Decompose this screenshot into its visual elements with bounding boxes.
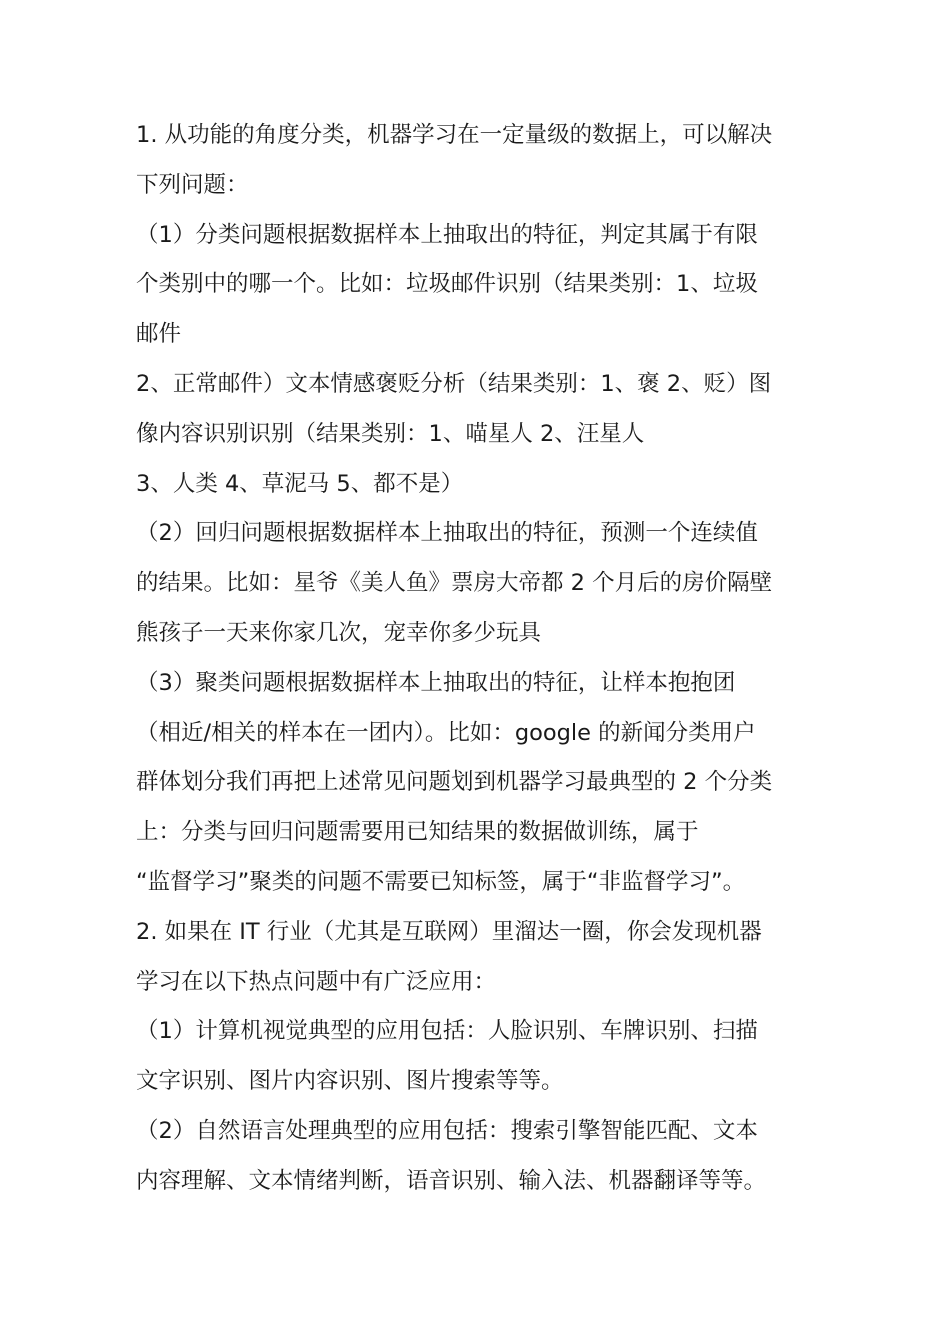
- text-line: 2. 如果在 IT 行业（尤其是互联网）里溜达一圈，你会发现机器: [136, 918, 762, 945]
- text-line: （2）自然语言处理典型的应用包括：搜索引擎智能匹配、文本: [136, 1117, 758, 1144]
- text-line: 群体划分我们再把上述常见问题划到机器学习最典型的 2 个分类: [136, 769, 773, 796]
- text-line: 文字识别、图片内容识别、图片搜索等等。: [136, 1068, 564, 1095]
- text-line: （1）分类问题根据数据样本上抽取出的特征，判定其属于有限: [136, 221, 758, 248]
- text-line: 内容理解、文本情绪判断，语音识别、输入法、机器翻译等等。: [136, 1167, 767, 1194]
- body-text: [136, 111, 826, 1207]
- text-line: “监督学习”聚类的问题不需要已知标签，属于“非监督学习”。: [136, 868, 746, 895]
- text-line: 个类别中的哪一个。比如：垃圾邮件识别（结果类别：1、垃圾: [136, 271, 758, 298]
- text-line: 上：分类与回归问题需要用已知结果的数据做训练，属于: [136, 819, 699, 846]
- text-line: （相近/相关的样本在一团内）。比如：google 的新闻分类用户: [136, 719, 756, 746]
- text-line: 熊孩子一天来你家几次，宠幸你多少玩具: [136, 619, 542, 646]
- text-line: （2）回归问题根据数据样本上抽取出的特征，预测一个连续值: [136, 520, 758, 547]
- text-line: 3、人类 4、草泥马 5、都不是）: [136, 470, 464, 497]
- text-line: 2、正常邮件）文本情感褒贬分析（结果类别：1、褒 2、贬）图: [136, 370, 772, 397]
- text-line: 1. 从功能的角度分类，机器学习在一定量级的数据上，可以解决: [136, 122, 773, 148]
- text-line: 邮件: [136, 321, 182, 348]
- text-line: 学习在以下热点问题中有广泛应用：: [136, 968, 497, 995]
- text-line: 下列问题：: [136, 171, 249, 198]
- text-line: 的结果。比如：星爷《美人鱼》票房大帝都 2 个月后的房价隔壁: [136, 570, 773, 597]
- text-line: （3）聚类问题根据数据样本上抽取出的特征，让样本抱抱团: [136, 669, 736, 696]
- text-line: （1）计算机视觉典型的应用包括：人脸识别、车牌识别、扫描: [136, 1018, 758, 1045]
- text-line: 像内容识别识别（结果类别：1、喵星人 2、汪星人: [136, 420, 645, 447]
